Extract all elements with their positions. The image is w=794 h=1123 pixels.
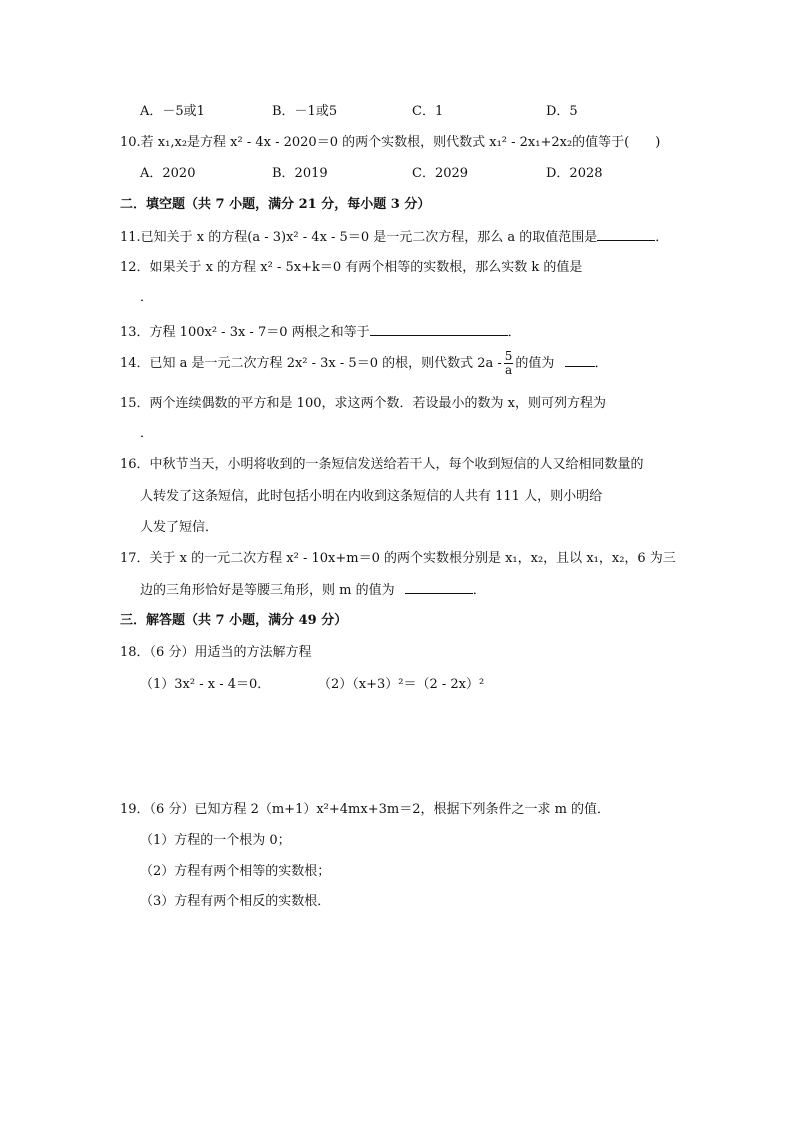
q14-after: 的值为: [515, 356, 555, 371]
q19-part2: （2）方程有两个相等的实数根；: [140, 864, 331, 879]
q17-line2-text: 边的三角形恰好是等腰三角形，则 m 的值为: [140, 583, 395, 598]
q16-line2: 人转发了这条短信，此时包括小明在内收到这条短信的人共有 111 人，则小明给: [140, 489, 603, 504]
q17-end: ．: [472, 583, 486, 598]
q17-line2: [140, 581, 486, 600]
q13-end: ．: [507, 325, 521, 340]
q19-part3: （3）方程有两个相反的实数根．: [140, 894, 331, 909]
q14-fraction: [504, 350, 514, 377]
section-3-heading: 三．解答题（共 7 小题，满分 49 分）: [120, 613, 348, 628]
q10-option-a: A．2020: [140, 166, 196, 181]
q9-option-b: B．－1或5: [272, 104, 338, 119]
q9-option-c: C．1: [412, 104, 444, 119]
q16-line1: 16．中秋节当天，小明将收到的一条短信发送给若干人，每个收到短信的人又给相同数量的: [120, 457, 644, 472]
q17-answer-blank[interactable]: [405, 581, 473, 594]
q13-answer-blank[interactable]: [370, 323, 508, 336]
q10-stem: 10.若 x₁,x₂是方程 x² - 4x - 2020＝0 的两个实数根，则代数式 x₁² - 2x₁+2x₂的值等于( ): [120, 135, 661, 150]
q13-stem: 13．方程 100x² - 3x - 7＝0 两根之和等于: [120, 325, 370, 340]
q9-option-d: D．5: [546, 104, 578, 119]
q10-option-c: C．2029: [412, 166, 469, 181]
q14-end: ．: [594, 356, 608, 371]
q14-fraction-numerator: 5: [504, 349, 513, 363]
q17-line1: 17．关于 x 的一元二次方程 x² - 10x+m＝0 的两个实数根分别是 x₁，x₂，且以 x₁，x₂，6 为三: [120, 551, 676, 566]
q12-line1: 12．如果关于 x 的方程 x² - 5x+k＝0 有两个相等的实数根，那么实数 k 的值是: [120, 260, 583, 275]
q18-part2: （2）（x+3）²＝（2 - 2x）²: [318, 677, 485, 692]
q11-answer-blank[interactable]: [597, 228, 655, 241]
q9-option-a: A．－5或1: [140, 104, 205, 119]
q14-answer-blank[interactable]: [565, 354, 595, 367]
q11-end: ．: [655, 230, 669, 245]
q16-line3: 人发了短信．: [140, 520, 219, 535]
q14-fraction-denominator: a: [505, 363, 513, 377]
q15-line2: ．: [140, 426, 154, 441]
q14: [120, 350, 608, 377]
q15-line1: 15．两个连续偶数的平方和是 100，求这两个数．若设最小的数为 x，则可列方程为: [120, 396, 606, 411]
q19-part1: （1）方程的一个根为 0；: [140, 833, 291, 848]
q18-part1: （1）3x² - x - 4＝0．: [140, 677, 271, 692]
q11-stem: 11.已知关于 x 的方程(a - 3)x² - 4x - 5＝0 是一元二次方程，那么 a 的取值范围是: [120, 230, 598, 245]
q10-option-b: B．2019: [272, 166, 328, 181]
q14-stem: 14．已知 a 是一元二次方程 2x² - 3x - 5＝0 的根，则代数式 2a -: [120, 356, 502, 371]
q18-stem: 18．（6 分）用适当的方法解方程: [120, 645, 312, 660]
q13: [120, 323, 521, 342]
q19-stem: 19．（6 分）已知方程 2（m+1）x²+4mx+3m＝2，根据下列条件之一求 m 的值．: [120, 802, 611, 817]
q10-option-d: D．2028: [546, 166, 603, 181]
q11: [120, 228, 668, 247]
section-2-heading: 二．填空题（共 7 小题，满分 21 分，每小题 3 分）: [120, 197, 431, 212]
q12-line2: ．: [140, 290, 154, 305]
